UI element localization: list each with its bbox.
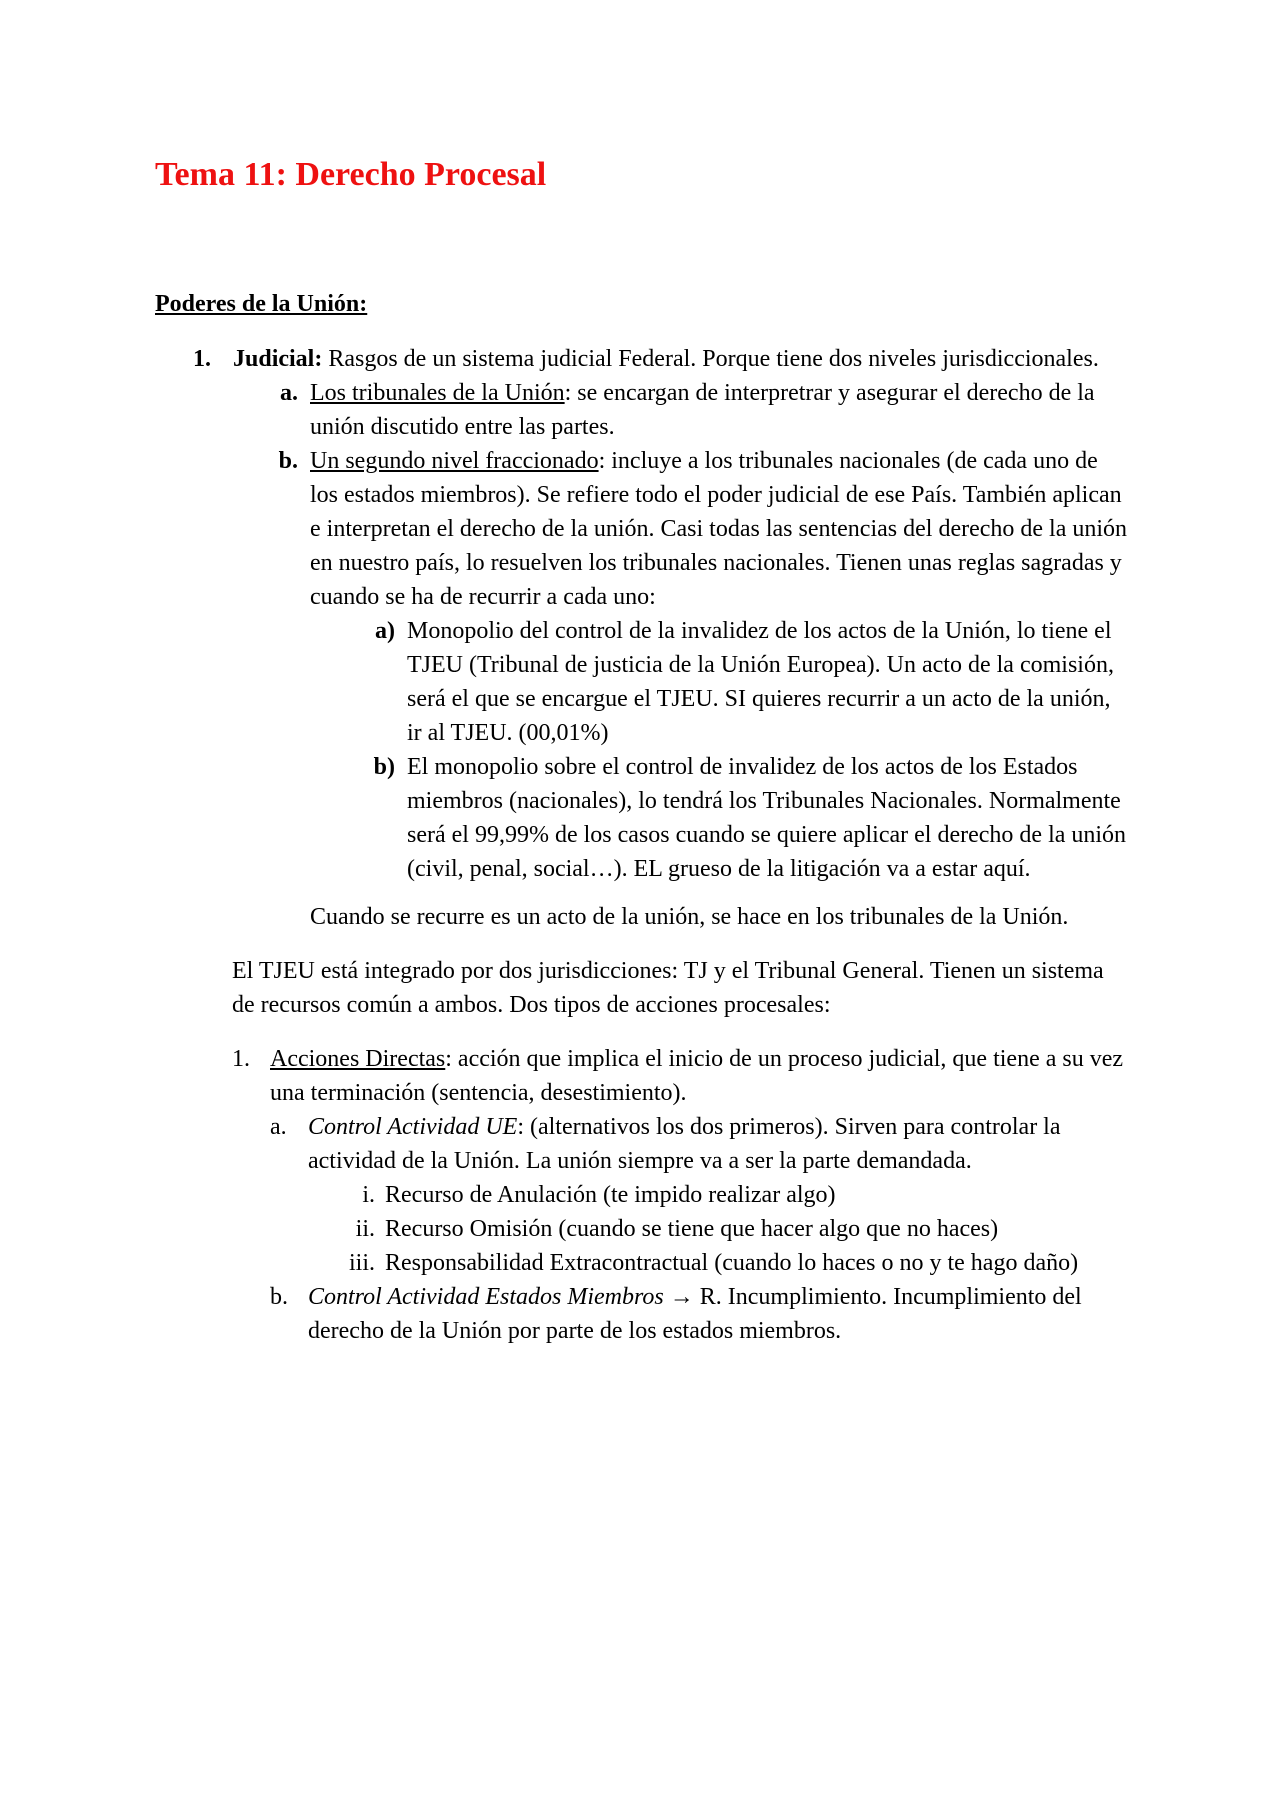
list-item-recurso-anulacion: [308, 1178, 1130, 1212]
recurso-omision-text: Recurso Omisión (cuando se tiene que hacer algo que no haces): [385, 1216, 999, 1242]
control-ue-label: Control Actividad UE: [308, 1114, 518, 1140]
segundo-nivel-label: Un segundo nivel fraccionado: [310, 448, 599, 474]
list-item-segundo-nivel: [233, 444, 1130, 614]
recurso-anulacion-text: Recurso de Anulación (te impido realizar algo): [385, 1182, 836, 1208]
acciones-directas-label: Acciones Directas: [270, 1046, 446, 1072]
list-item-monopolio-estados: [310, 750, 1130, 886]
list-item-tribunales-union: [233, 376, 1130, 444]
acciones-directas-text: : acción que implica el inicio de un proceso judicial, que tiene a su vez una terminación (sentencia, desestimiento).: [270, 1046, 1124, 1106]
list-marker: iii.: [348, 1250, 375, 1276]
judicial-label: Judicial:: [233, 346, 323, 372]
list-item-acciones-directas: [232, 1042, 1130, 1110]
list-marker: a.: [280, 380, 298, 406]
list-marker: i.: [362, 1182, 375, 1208]
list-marker: a): [375, 618, 395, 644]
control-estados-label: Control Actividad Estados Miembros: [308, 1284, 664, 1310]
list-item-monopolio-union: [310, 614, 1130, 750]
list-marker: 1.: [232, 1046, 250, 1072]
list-marker: ii.: [355, 1216, 375, 1242]
monopolio-union-text: Monopolio del control de la invalidez de los actos de la Unión, lo tiene el TJEU (Tribunal de justicia de la Unión Europea). Un acto de la comisión, será el que se encargue el TJEU. SI quieres recurrir a un acto de la unión, ir al TJEU. (00,01%): [407, 618, 1114, 746]
list-marker: b.: [278, 448, 298, 474]
list-item-judicial: [155, 342, 1130, 376]
arrow-icon: →: [663, 1284, 700, 1310]
list-marker: b.: [270, 1284, 288, 1310]
control-estados-text: R. Incumplimiento. Incumplimiento del derecho de la Unión por parte de los estados miembros.: [308, 1284, 1082, 1344]
document-body: [155, 342, 1130, 1348]
page-title: Tema 11: Derecho Procesal: [155, 156, 547, 193]
list-item-control-estados: [270, 1280, 1130, 1348]
list-marker: a.: [270, 1114, 287, 1140]
tribunales-union-text: : se encargan de interpretrar y asegurar el derecho de la unión discutido entre las partes.: [310, 380, 1095, 440]
responsabilidad-text: Responsabilidad Extracontractual (cuando lo haces o no y te hago daño): [385, 1250, 1079, 1276]
monopolio-estados-text: El monopolio sobre el control de invalidez de los actos de los Estados miembros (nacionales), lo tendrá los Tribunales Nacionales. Normalmente será el 99,99% de los casos cuando se quiere aplicar el derecho de la unión (civil, penal, social…). EL grueso de la litigación va a estar aquí.: [407, 754, 1127, 882]
list-item-control-ue: [270, 1110, 1130, 1178]
judicial-text: Rasgos de un sistema judicial Federal. Porque tiene dos niveles jurisdiccionales.: [322, 346, 1099, 372]
segundo-nivel-text: : incluye a los tribunales nacionales (de cada uno de los estados miembros). Se refiere todo el poder judicial de ese País. También aplican e interpretan el derecho de la unión. Casi todas las sentencias del derecho de la unión en nuestro país, lo resuelven los tribunales nacionales. Tienen unas reglas sagradas y cuando se ha de recurrir a cada uno:: [310, 448, 1128, 610]
paragraph-recurre: Cuando se recurre es un acto de la unión, se hace en los tribunales de la Unión.: [310, 904, 1069, 930]
tribunales-union-label: Los tribunales de la Unión: [310, 380, 565, 406]
paragraph-tjeu: El TJEU está integrado por dos jurisdicciones: TJ y el Tribunal General. Tienen un sistema de recursos común a ambos. Dos tipos de acciones procesales:: [232, 958, 1104, 1018]
control-ue-text: : (alternativos los dos primeros). Sirven para controlar la actividad de la Unión. La unión siempre va a ser la parte demandada.: [308, 1114, 1061, 1174]
list-item-responsabilidad: [308, 1246, 1130, 1280]
list-marker: b): [373, 754, 395, 780]
list-item-recurso-omision: [308, 1212, 1130, 1246]
list-marker: 1.: [193, 346, 211, 372]
section-heading: Poderes de la Unión:: [155, 291, 368, 317]
